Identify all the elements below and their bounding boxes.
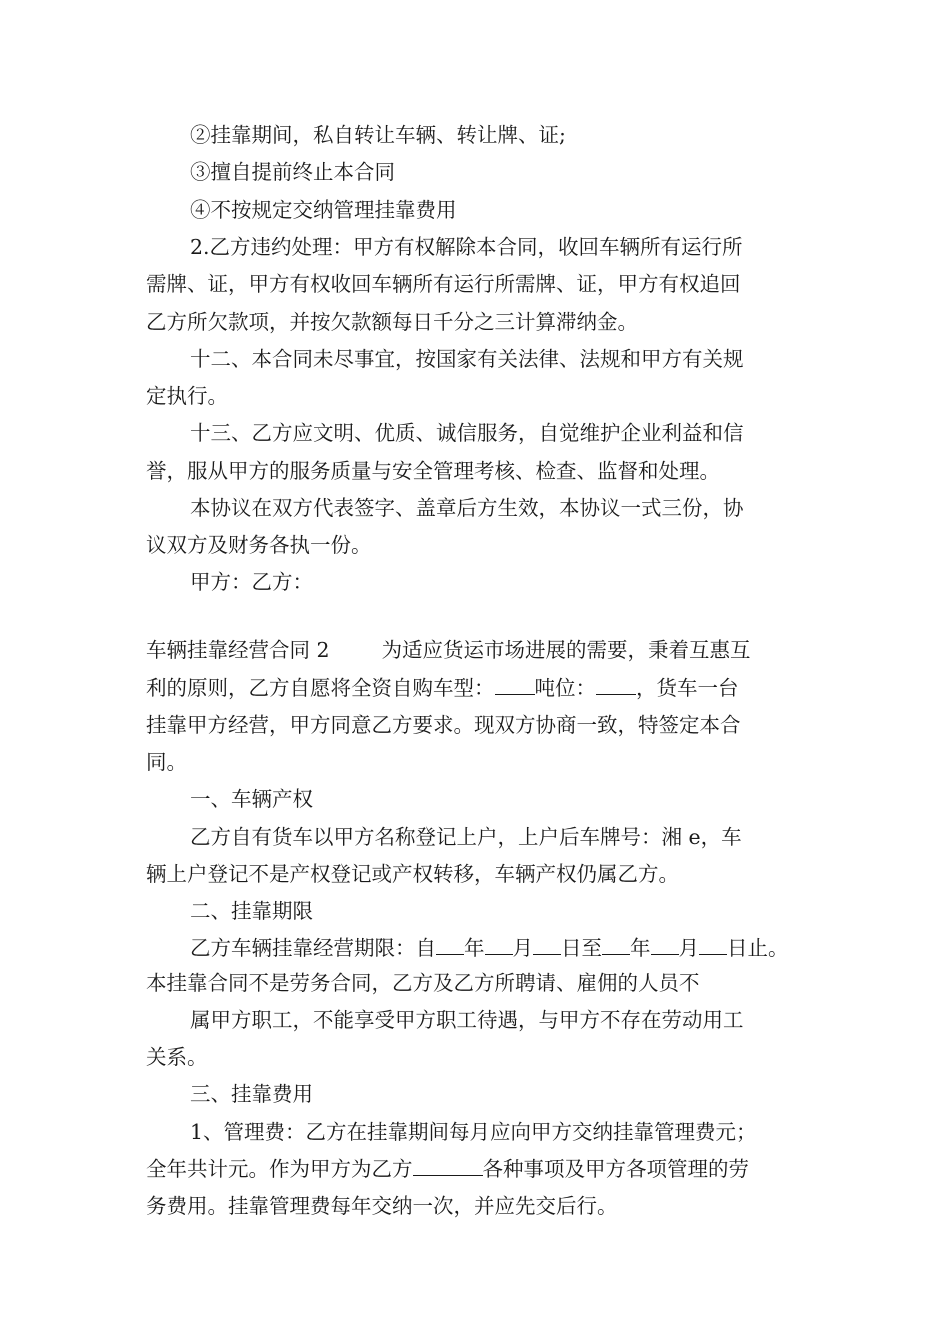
section-line: 乙方自有货车以甲方名称登记上户，上户后车牌号：湘 e，车 bbox=[190, 825, 742, 849]
clause-line: 2.乙方违约处理：甲方有权解除本合同，收回车辆所有运行所 bbox=[190, 235, 743, 259]
start-month-blank bbox=[485, 936, 513, 955]
intro-line: 挂靠甲方经营，甲方同意乙方要求。现双方协商一致，特签定本合 bbox=[146, 713, 741, 737]
section-heading: 二、挂靠期限 bbox=[190, 899, 313, 923]
contract-title-line bbox=[146, 636, 751, 664]
service-blank bbox=[413, 1157, 483, 1176]
section-line: 1、管理费：乙方在挂靠期间每月应向甲方交纳挂靠管理费元； bbox=[190, 1120, 757, 1144]
clause-line: 十二、本合同未尽事宜，按国家有关法律、法规和甲方有关规 bbox=[190, 347, 744, 371]
end-month-blank bbox=[651, 936, 679, 955]
signature-line: 甲方：乙方： bbox=[190, 570, 313, 594]
end-year-blank bbox=[602, 936, 630, 955]
clause-line: 十三、乙方应文明、优质、诚信服务，自觉维护企业利益和信 bbox=[190, 421, 744, 445]
start-day-blank bbox=[533, 936, 561, 955]
section-line: 全年共计元。作为甲方为乙方 各种事项及甲方各项管理的劳 bbox=[146, 1157, 749, 1181]
section-heading: 一、车辆产权 bbox=[190, 787, 313, 811]
intro-line: 同。 bbox=[146, 750, 187, 774]
clause-line: 需牌、证，甲方有权收回车辆所有运行所需牌、证，甲方有权追回 bbox=[146, 272, 741, 296]
section-line: 本挂靠合同不是劳务合同，乙方及乙方所聘请、雇佣的人员不 bbox=[146, 971, 700, 995]
clause-line: 定执行。 bbox=[146, 384, 228, 408]
vehicle-type-blank bbox=[495, 676, 535, 695]
section-line: 关系。 bbox=[146, 1045, 208, 1069]
tonnage-blank bbox=[596, 676, 636, 695]
clause-line: ③擅自提前终止本合同 bbox=[190, 160, 395, 184]
intro-line: 利的原则，乙方自愿将全资自购车型： 吨位： ，货车一台 bbox=[146, 676, 739, 700]
intro-text: 为适应货运市场进展的需要，秉着互惠互 bbox=[381, 638, 751, 662]
clause-line: ②挂靠期间，私自转让车辆、转让牌、证; bbox=[190, 123, 566, 147]
end-day-blank bbox=[699, 936, 727, 955]
clause-line: 誉，服从甲方的服务质量与安全管理考核、检查、监督和处理。 bbox=[146, 459, 720, 483]
section-line: 辆上户登记不是产权登记或产权转移，车辆产权仍属乙方。 bbox=[146, 862, 679, 886]
period-line: 乙方车辆挂靠经营期限：自 年 月 日至 年 月 日止。 bbox=[190, 936, 789, 960]
section-line: 务费用。挂靠管理费每年交纳一次，并应先交后行。 bbox=[146, 1194, 618, 1218]
section-line: 属甲方职工，不能享受甲方职工待遇，与甲方不存在劳动用工 bbox=[190, 1008, 744, 1032]
clause-line: 议双方及财务各执一份。 bbox=[146, 533, 372, 557]
contract-title: 车辆挂靠经营合同 2 bbox=[146, 638, 330, 662]
clause-line: 乙方所欠款项，并按欠款额每日千分之三计算滞纳金。 bbox=[146, 310, 638, 334]
clause-line: 本协议在双方代表签字、盖章后方生效，本协议一式三份，协 bbox=[190, 496, 744, 520]
clause-line: ④不按规定交纳管理挂靠费用 bbox=[190, 198, 457, 222]
start-year-blank bbox=[436, 936, 464, 955]
section-heading: 三、挂靠费用 bbox=[190, 1082, 313, 1106]
